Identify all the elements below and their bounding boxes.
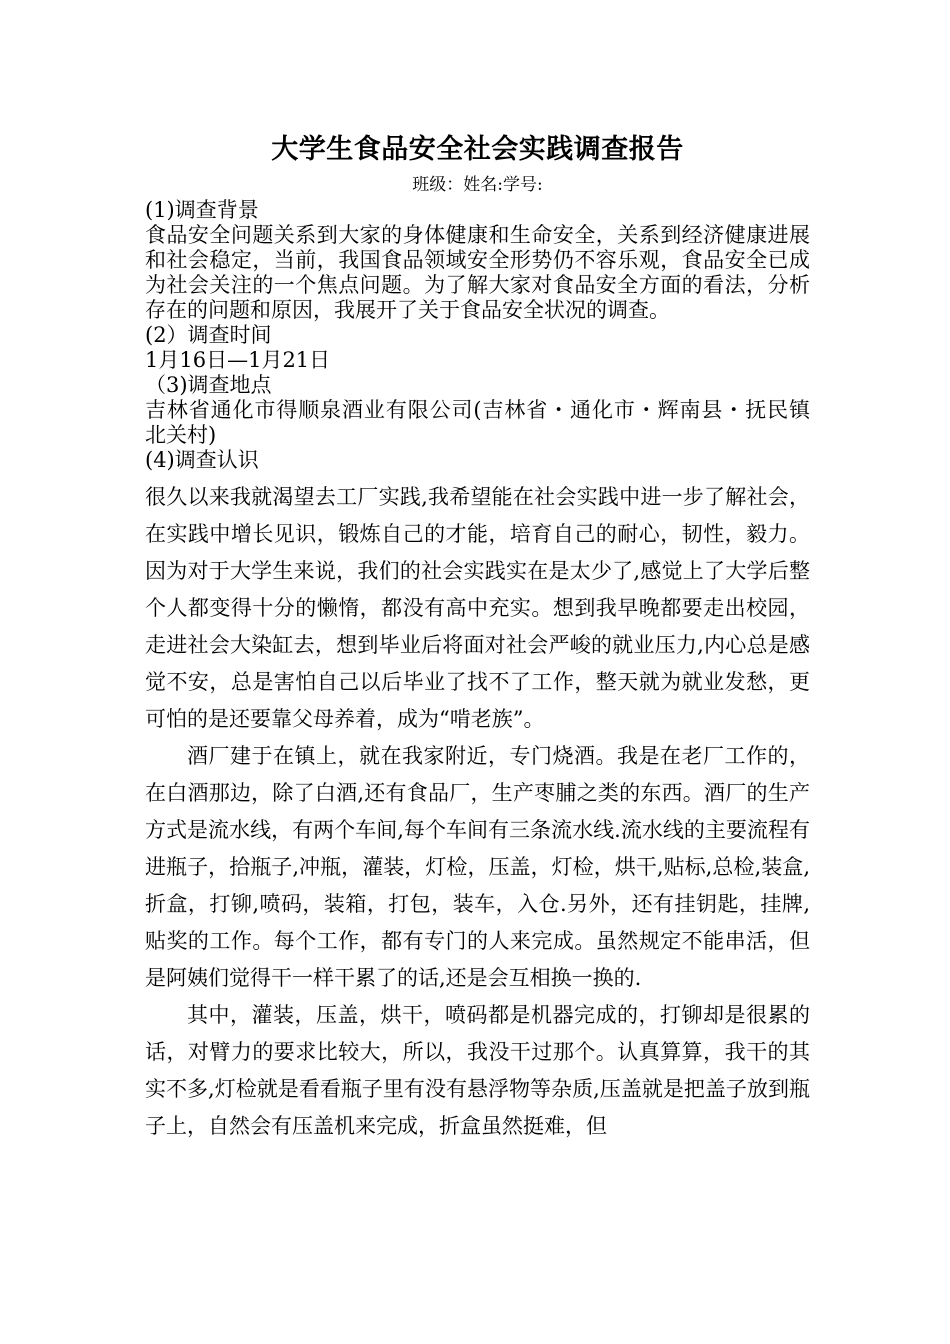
section-heading-place: （3)调查地点 xyxy=(145,373,272,397)
section-text-place: 吉林省通化市得顺泉酒业有限公司(吉林省・通化市・辉南县・抚民镇 北关村) xyxy=(145,398,810,447)
body-paragraph: 其中，灌装，压盖，烘干，喷码都是机器完成的，打铆却是很累的话，对臂力的要求比较大，所以，我没干过那个。认真算算，我干的其实不多,灯检就是看看瓶子里有没有悬浮物等杂质,压盖就是把盖子放到瓶子上，自然会有压盖机来完成，折盒虽然挺难，但 xyxy=(145,1003,810,1138)
student-info-line: 班级：姓名:学号: xyxy=(412,175,543,195)
section-heading-understanding: (4)调查认识 xyxy=(145,448,259,472)
section-heading-background: (1)调查背景 xyxy=(145,198,259,222)
document-title: 大学生食品安全社会实践调查报告 xyxy=(271,134,684,165)
body-paragraph: 酒厂建于在镇上，就在我家附近，专门烧酒。我是在老厂工作的，在白酒那边，除了白酒,还有食品厂，生产枣脯之类的东西。酒厂的生产方式是流水线，有两个车间,每个车间有三条流水线.流水线的主要流程有进瓶子，拾瓶子,冲瓶，灌装，灯检，压盖，灯检，烘干,贴标,总检,装盒,折盒，打铆,喷码，装箱，打包，装车，入仓.另外，还有挂钥匙，挂牌,贴奖的工作。每个工作，都有专门的人来完成。虽然规定不能串活，但是阿姨们觉得干一样干累了的话,还是会互相换一换的. xyxy=(145,744,810,990)
body-paragraph: 很久以来我就渴望去工厂实践,我希望能在社会实践中进一步了解社会，在实践中增长见识，锻炼自己的才能，培育自己的耐心，韧性，毅力。因为对于大学生来说，我们的社会实践实在是太少了,感觉上了大学后整个人都变得十分的懒惰，都没有高中充实。想到我早晚都要走出校园，走进社会大染缸去，想到毕业后将面对社会严峻的就业压力,内心总是感觉不安，总是害怕自己以后毕业了找不了工作，整天就为就业发愁，更可怕的是还要靠父母养着，成为“啃老族”。 xyxy=(145,485,810,731)
document-body xyxy=(145,130,810,1145)
section-text-time: 1月16日—1月21日 xyxy=(145,348,331,372)
section-text-background: 食品安全问题关系到大家的身体健康和生命安全，关系到经济健康进展和社会稳定，当前，我国食品领域安全形势仍不容乐观，食品安全已成为社会关注的一个焦点问题。为了解大家对食品安全方面的看法，分析存在的问题和原因，我展开了关于食品安全状况的调查。 xyxy=(145,223,810,322)
section-heading-time: (2）调查时间 xyxy=(145,323,272,347)
